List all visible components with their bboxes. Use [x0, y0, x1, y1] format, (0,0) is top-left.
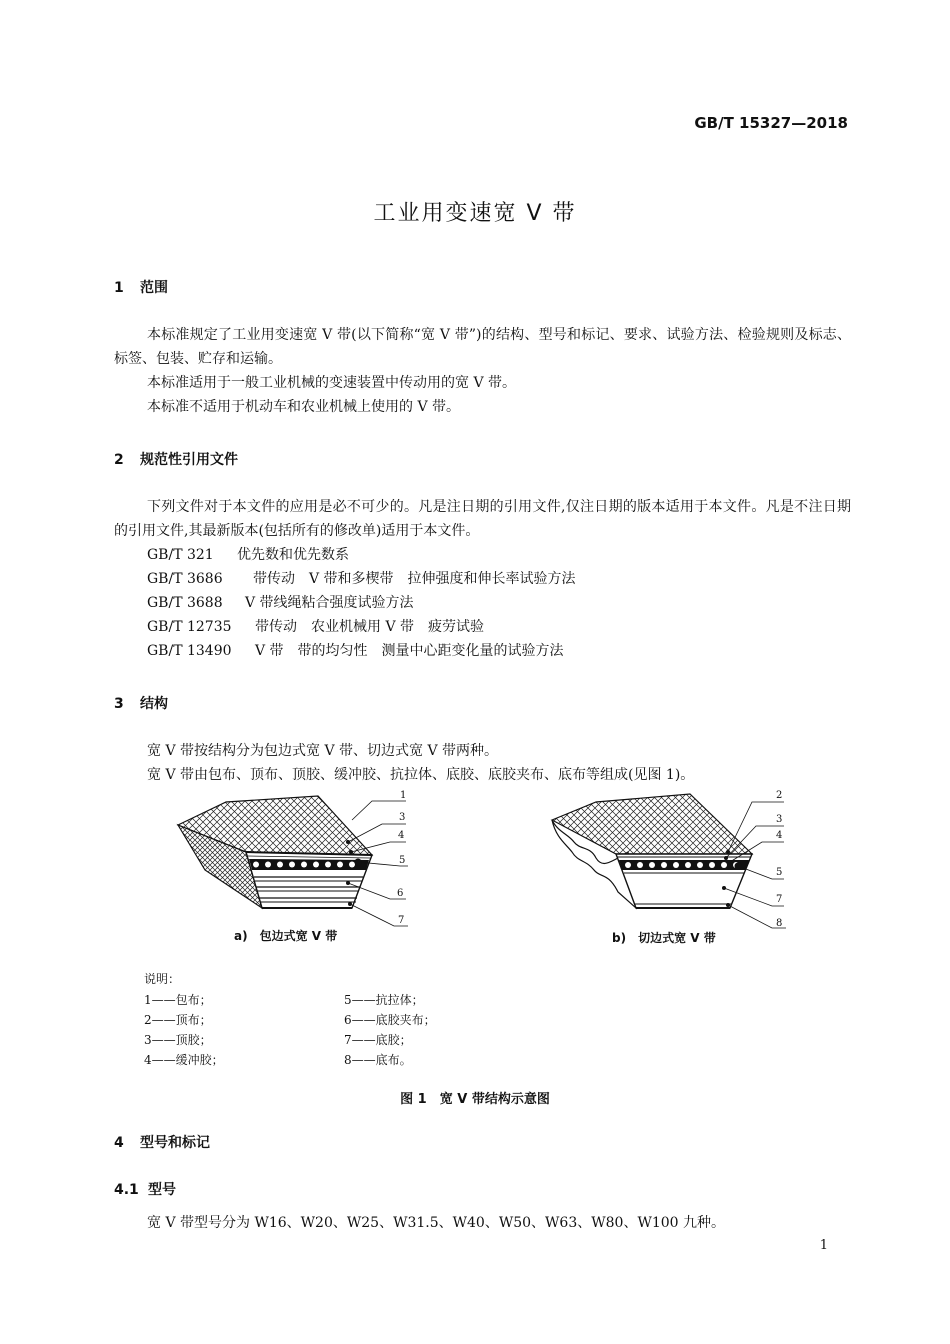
- legend-item: 3——顶胶；: [144, 1033, 212, 1047]
- label-b-3: 3: [776, 814, 783, 825]
- figure-a-caption: a) 包边式宽 V 带: [234, 929, 338, 943]
- section-number: 3: [114, 696, 124, 712]
- section-2-heading: [114, 449, 238, 469]
- legend-title: 说明：: [144, 972, 181, 986]
- reference-item: [147, 639, 564, 663]
- label-b-4: 4: [776, 830, 783, 841]
- belt-b-raw-edge: [552, 794, 786, 928]
- label-a-1: 1: [400, 790, 407, 801]
- reference-item: [147, 567, 576, 591]
- reference-item: [147, 543, 349, 567]
- label-a-4: 4: [398, 830, 405, 841]
- legend-item: 5——抗拉体；: [344, 993, 424, 1007]
- label-a-3: 3: [399, 812, 406, 823]
- section-title: 规范性引用文件: [140, 452, 238, 468]
- section-title: 型号: [148, 1182, 176, 1198]
- document-title: 工业用变速宽 V 带: [373, 201, 577, 226]
- reference-code: GB/T 12735: [147, 619, 232, 635]
- section-number: 2: [114, 452, 124, 468]
- belt-a-wrapped-edge: [178, 796, 408, 926]
- section-1-para-1: 本标准规定了工业用变速宽 V 带(以下简称“宽 V 带”)的结构、型号和标记、要求、试验方法、检验规则及标志、标签、包装、贮存和运输。: [114, 327, 851, 367]
- section-number: 4: [114, 1135, 124, 1151]
- reference-code: GB/T 3686: [147, 571, 223, 587]
- reference-title: 带传动 农业机械用 V 带 疲劳试验: [255, 619, 485, 635]
- belt-structure-figure: [0, 780, 950, 960]
- section-3-heading: [114, 693, 168, 713]
- label-b-2: 2: [776, 790, 783, 801]
- legend-item: 6——底胶夹布；: [344, 1013, 436, 1027]
- label-a-7: 7: [398, 915, 405, 926]
- label-a-6: 6: [397, 888, 404, 899]
- label-b-7: 7: [776, 894, 783, 905]
- section-number: 4.1: [114, 1182, 139, 1198]
- section-3-para-2: 宽 V 带由包布、顶布、顶胶、缓冲胶、抗拉体、底胶、底胶夹布、底布等组成(见图 1)。: [147, 767, 695, 783]
- section-number: 1: [114, 280, 124, 296]
- section-title: 范围: [140, 280, 168, 296]
- label-b-8: 8: [776, 918, 783, 929]
- reference-title: V 带线绳粘合强度试验方法: [245, 595, 414, 611]
- standard-number: GB/T 15327—2018: [694, 114, 848, 132]
- reference-title: 优先数和优先数系: [237, 547, 349, 563]
- figure-title: 图 1 宽 V 带结构示意图: [400, 1092, 550, 1107]
- section-1-para-3: 本标准不适用于机动车和农业机械上使用的 V 带。: [147, 399, 461, 415]
- section-4-heading: [114, 1132, 210, 1152]
- reference-code: GB/T 3688: [147, 595, 223, 611]
- section-4-1-para-1: 宽 V 带型号分为 W16、W20、W25、W31.5、W40、W50、W63、W80、W100 九种。: [147, 1215, 726, 1231]
- figure-b-caption: b) 切边式宽 V 带: [612, 931, 716, 945]
- reference-title: V 带 带的均匀性 测量中心距变化量的试验方法: [255, 643, 564, 659]
- label-a-5: 5: [399, 855, 406, 866]
- section-1-heading: [114, 277, 168, 297]
- legend-item: 1——包布；: [144, 993, 212, 1007]
- reference-code: GB/T 13490: [147, 643, 232, 659]
- legend-item: 4——缓冲胶；: [144, 1053, 224, 1067]
- reference-item: [147, 591, 414, 615]
- label-b-5: 5: [776, 867, 783, 878]
- legend-item: 8——底布。: [344, 1053, 412, 1067]
- section-1-para-2: 本标准适用于一般工业机械的变速装置中传动用的宽 V 带。: [147, 375, 517, 391]
- page-number: 1: [819, 1238, 828, 1253]
- reference-item: [147, 615, 484, 639]
- section-title: 结构: [140, 696, 168, 712]
- section-2-para-1: 下列文件对于本文件的应用是必不可少的。凡是注日期的引用文件,仅注日期的版本适用于本文件。凡是不注日期的引用文件,其最新版本(包括所有的修改单)适用于本文件。: [114, 499, 851, 539]
- section-3-para-1: 宽 V 带按结构分为包边式宽 V 带、切边式宽 V 带两种。: [147, 743, 499, 759]
- reference-code: GB/T 321: [147, 547, 214, 563]
- legend-item: 7——底胶；: [344, 1033, 412, 1047]
- legend-item: 2——顶布；: [144, 1013, 212, 1027]
- section-title: 型号和标记: [140, 1135, 210, 1151]
- section-4-1-heading: [114, 1179, 176, 1199]
- reference-title: 带传动 V 带和多楔带 拉伸强度和伸长率试验方法: [253, 571, 576, 587]
